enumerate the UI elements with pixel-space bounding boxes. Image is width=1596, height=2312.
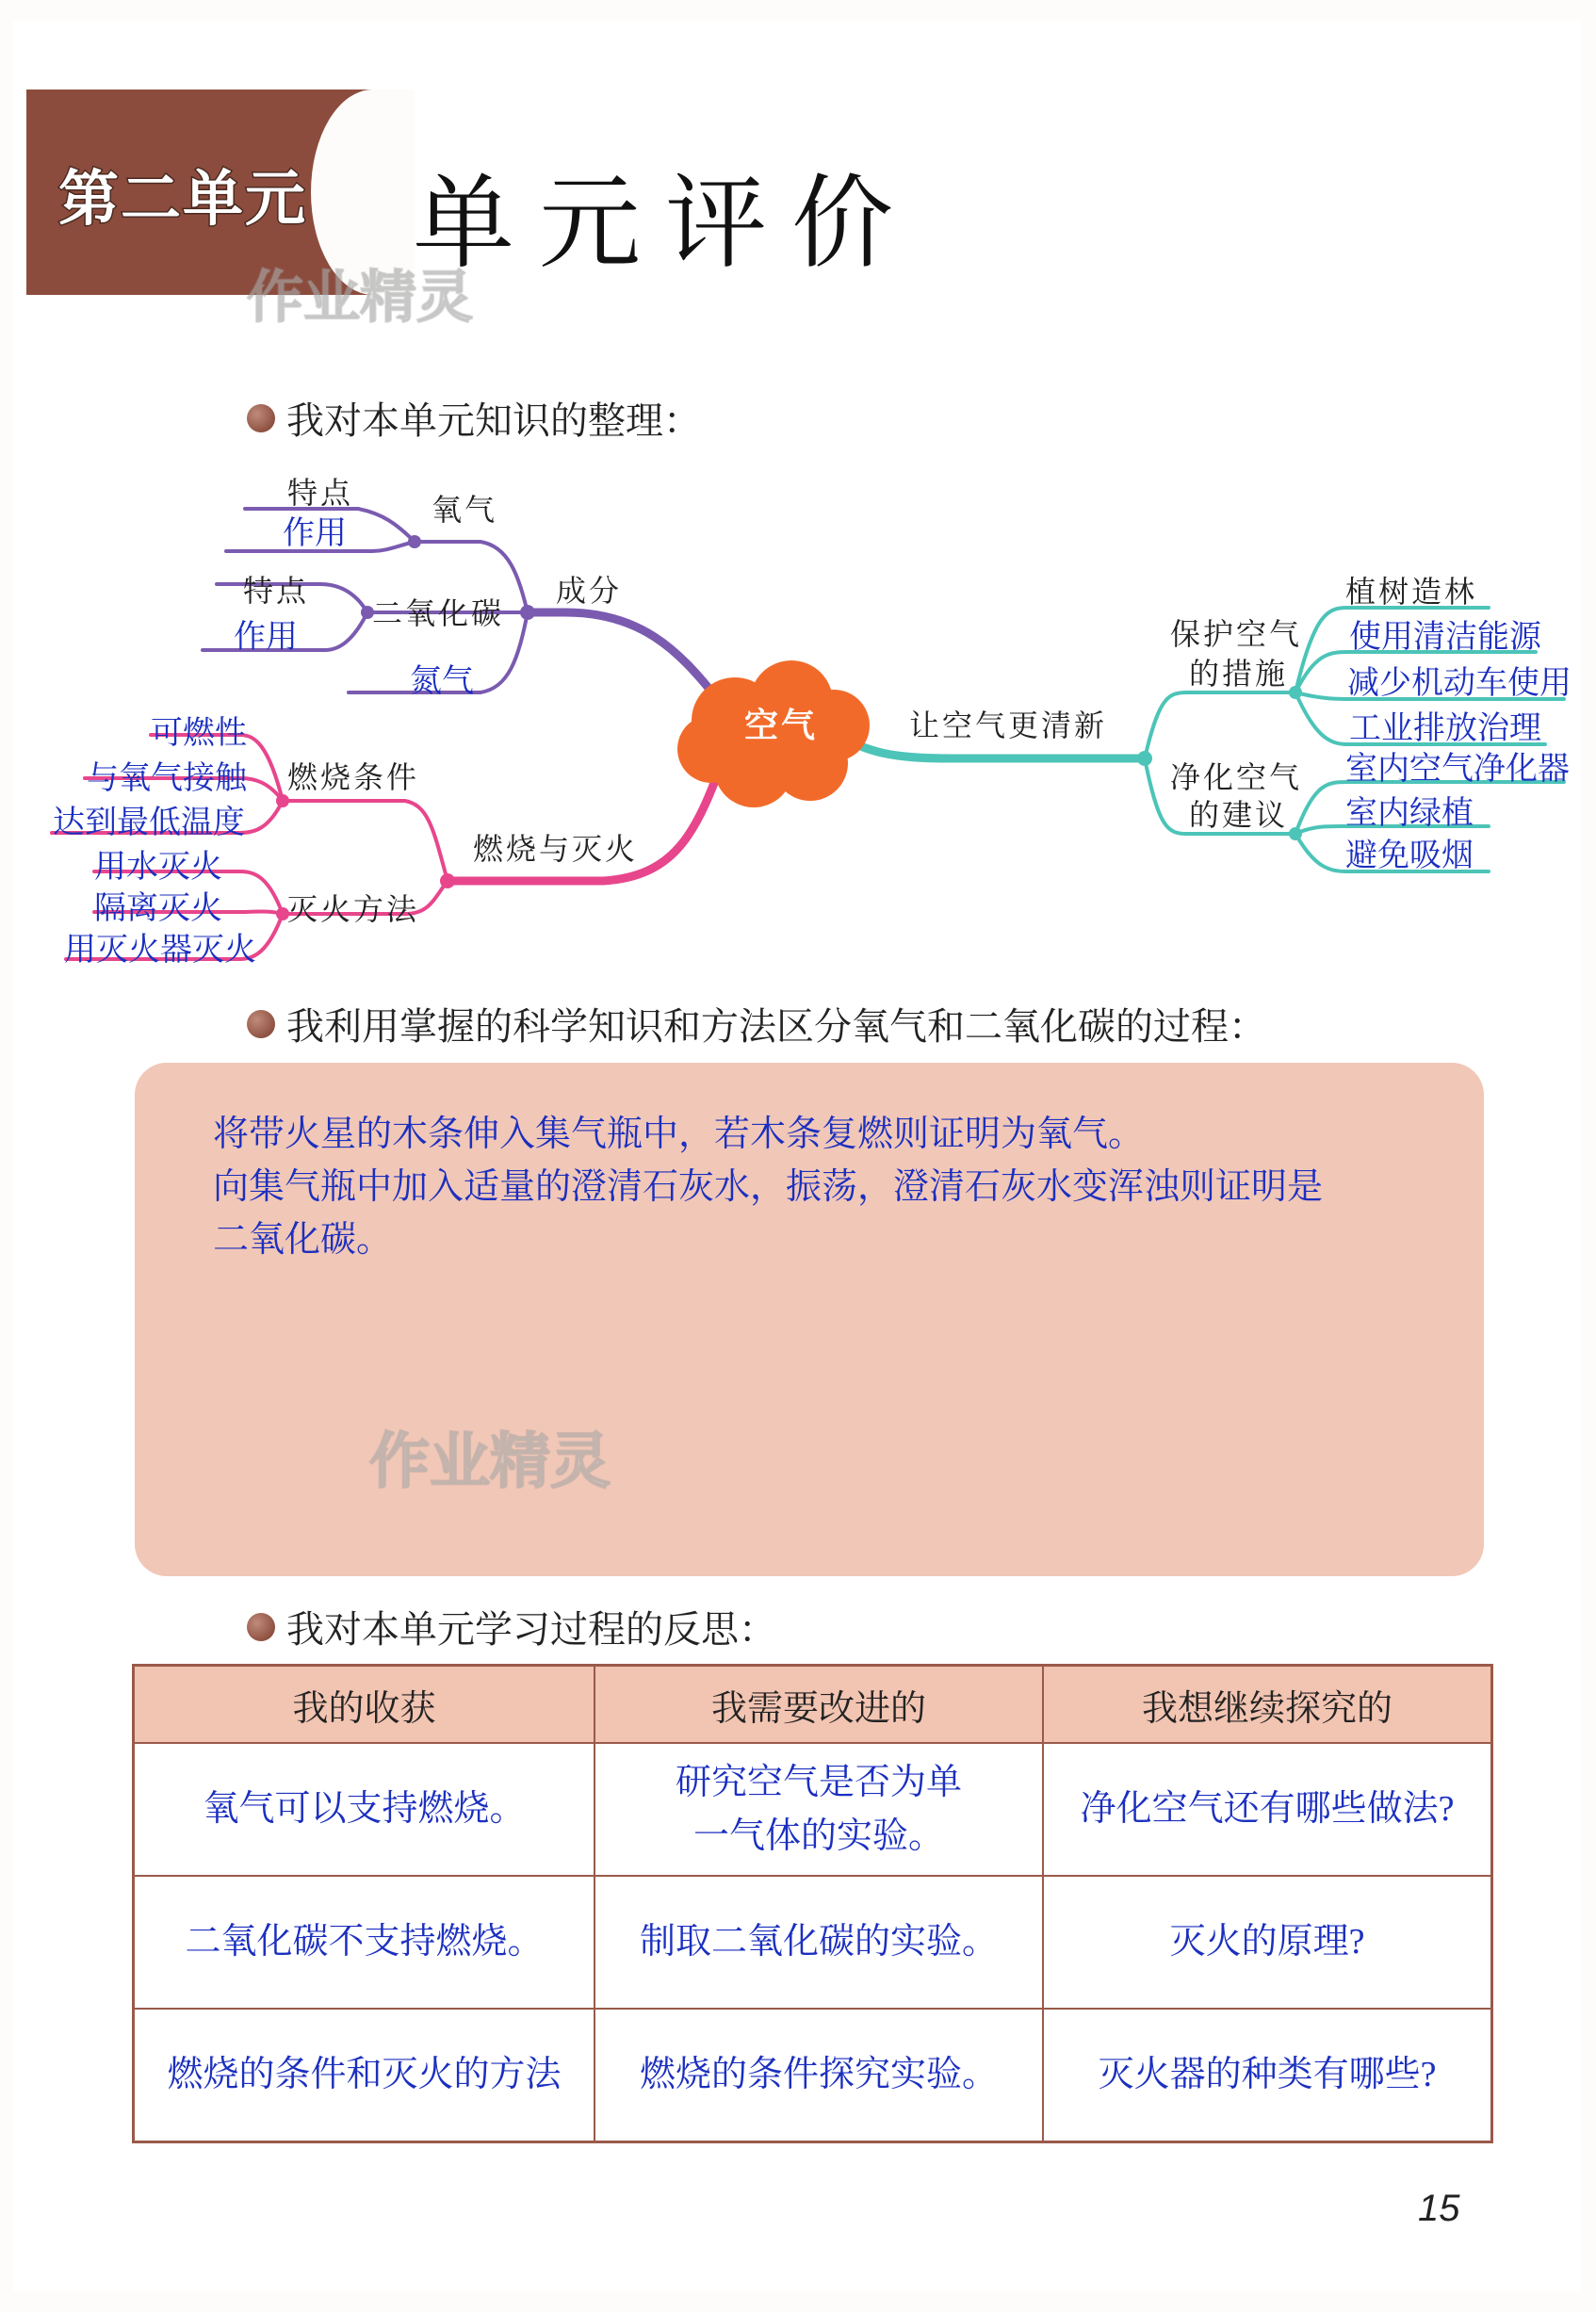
mindmap-methods-label: 灭火方法 [287, 891, 420, 927]
mindmap-purify-item: 室内绿植 [1345, 796, 1474, 831]
table-cell: 研究空气是否为单 一气体的实验。 [594, 1743, 1043, 1876]
table-cell: 净化空气还有哪些做法? [1043, 1743, 1492, 1876]
page-number: 15 [1418, 2188, 1460, 2229]
table-cell: 燃烧的条件和灭火的方法 [134, 2009, 595, 2142]
mindmap-conditions-label: 燃烧条件 [287, 759, 420, 795]
watermark: 作业精灵 [247, 265, 473, 331]
mindmap-condition-item: 可燃性 [151, 716, 247, 751]
mindmap-node-oxygen [408, 535, 421, 548]
mindmap-oxygen-features: 特点 [287, 475, 354, 511]
mindmap-protect-item: 植树造林 [1345, 574, 1478, 610]
table-cell: 灭火的原理? [1043, 1876, 1492, 2009]
mindmap-method-item: 用水灭火 [94, 850, 222, 885]
mindmap-co2-uses: 作用 [234, 620, 298, 655]
table-cell: 制取二氧化碳的实验。 [594, 1876, 1043, 2009]
column-header-improve: 我需要改进的 [594, 1666, 1043, 1744]
mindmap-co2-label: 二氧化碳 [372, 595, 505, 631]
column-header-gains: 我的收获 [134, 1666, 595, 1744]
mindmap-protect-item: 工业排放治理 [1349, 711, 1541, 746]
table-row [134, 1876, 1492, 2009]
mindmap-protect-label-2: 的措施 [1189, 656, 1289, 692]
section-heading-text: 我对本单元知识的整理： [286, 399, 701, 443]
table-cell: 燃烧的条件探究实验。 [594, 2009, 1043, 2142]
mindmap-node-composition [520, 605, 535, 620]
column-header-explore: 我想继续探究的 [1043, 1666, 1492, 1744]
mindmap-protect-label-1: 保护空气 [1170, 616, 1303, 652]
unit-label: 第二单元 [58, 165, 307, 235]
watermark: 作业精灵 [369, 1427, 611, 1497]
mindmap-purify-item: 室内空气净化器 [1345, 752, 1570, 787]
table-cell: 氧气可以支持燃烧。 [134, 1743, 595, 1876]
mindmap-node-purify [1289, 827, 1302, 840]
mindmap-cleaner-label: 让空气更清新 [909, 708, 1108, 743]
mindmap-protect-item: 减少机动车使用 [1347, 666, 1572, 701]
section-heading-text: 我利用掌握的科学知识和方法区分氧气和二氧化碳的过程： [286, 1005, 1266, 1049]
bullet-icon [247, 1613, 275, 1641]
mindmap-composition-label: 成分 [556, 573, 623, 609]
mindmap-combustion-label: 燃烧与灭火 [473, 831, 639, 867]
answer-line: 将带火星的木条伸入集气瓶中，若木条复燃则证明为氧气。 [213, 1115, 1145, 1154]
mindmap-oxygen-label: 氧气 [432, 492, 498, 528]
section-heading-text: 我对本单元学习过程的反思： [286, 1608, 776, 1652]
table-cell: 灭火器的种类有哪些? [1043, 2009, 1492, 2142]
mindmap-method-item: 隔离灭火 [94, 891, 222, 926]
answer-line: 二氧化碳。 [213, 1220, 393, 1260]
section-heading-reflection [247, 1600, 776, 1653]
table-header-row [134, 1666, 1492, 1744]
table-row [134, 2009, 1492, 2142]
bullet-icon [247, 1010, 275, 1038]
answer-line: 向集气瓶中加入适量的澄清石灰水，振荡，澄清石灰水变浑浊则证明是 [213, 1167, 1324, 1207]
section-heading-process [247, 997, 1266, 1050]
mindmap-node-combustion [440, 873, 455, 888]
mindmap-center-label: 空气 [744, 706, 819, 745]
mindmap-node-protect [1289, 686, 1302, 699]
mindmap-oxygen-uses: 作用 [283, 516, 347, 551]
mindmap-purify-label-2: 的建议 [1189, 797, 1289, 833]
mindmap-purify-label-1: 净化空气 [1170, 759, 1303, 795]
mindmap-protect-item: 使用清洁能源 [1349, 620, 1541, 655]
table-row [134, 1743, 1492, 1876]
reflection-table [132, 1664, 1493, 2143]
mindmap-node-cleaner [1137, 751, 1152, 766]
mindmap-purify-item: 避免吸烟 [1345, 839, 1474, 873]
mindmap-co2-features: 特点 [243, 573, 310, 609]
mindmap-method-item: 用灭火器灭火 [64, 933, 256, 968]
page-title: 单元评价 [413, 165, 919, 283]
mindmap-condition-item: 与氧气接触 [87, 761, 247, 796]
table-cell: 二氧化碳不支持燃烧。 [134, 1876, 595, 2009]
mindmap-nitrogen-label: 氮气 [410, 664, 474, 699]
mindmap-condition-item: 达到最低温度 [53, 806, 245, 840]
